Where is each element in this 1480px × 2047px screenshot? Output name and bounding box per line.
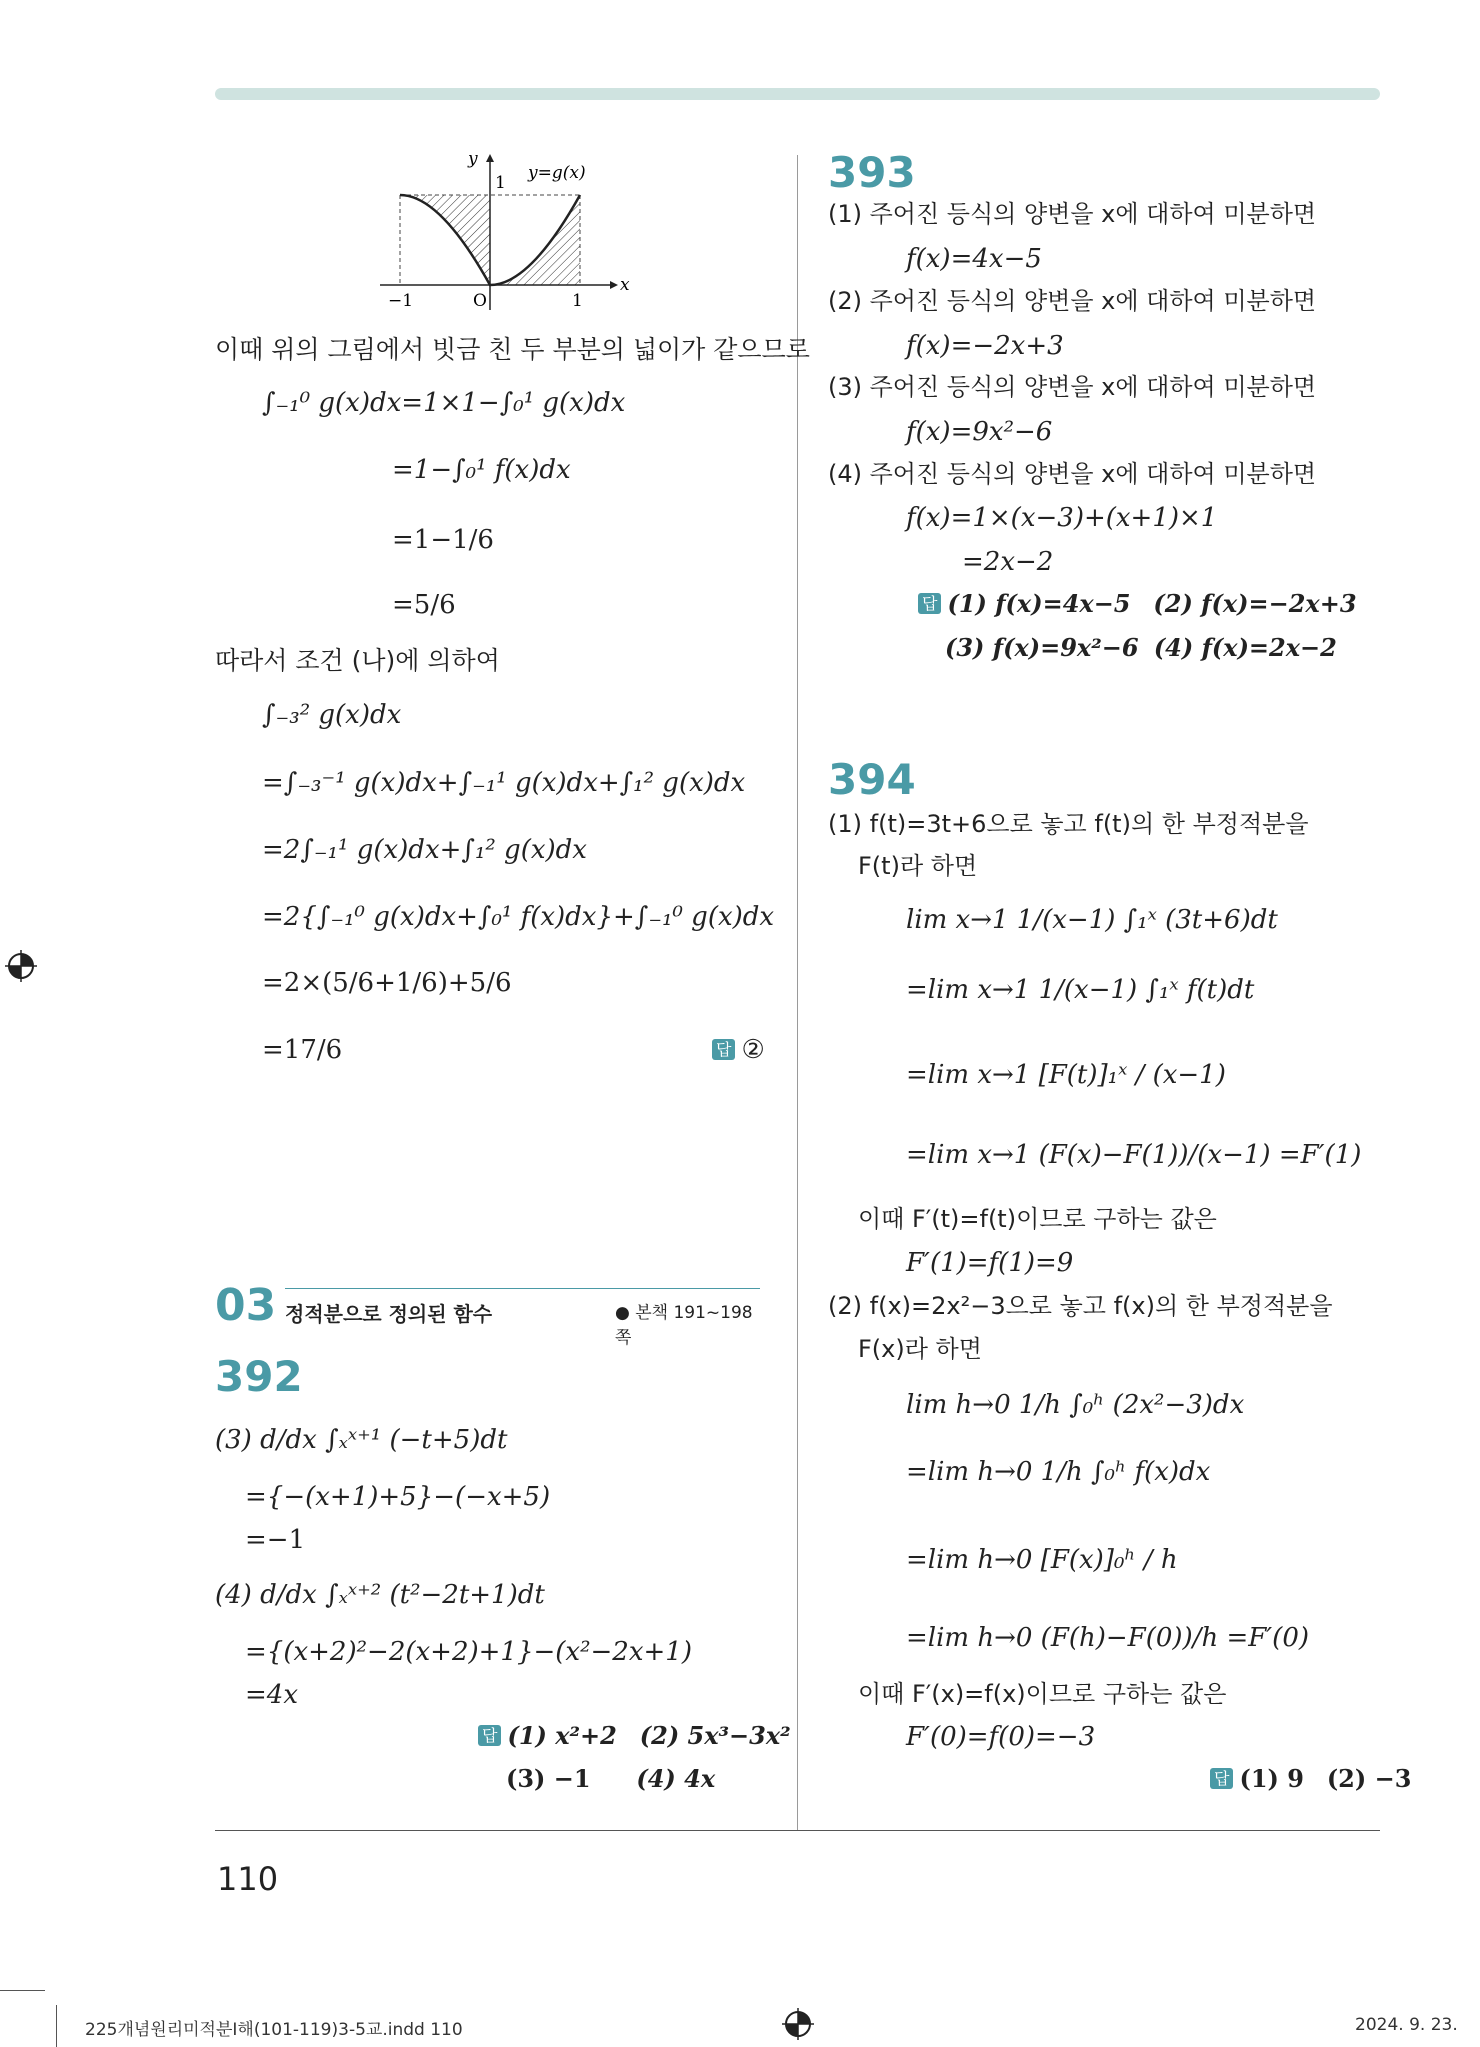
left-line-1: 이때 위의 그림에서 빗금 친 두 부분의 넓이가 같으므로: [215, 335, 810, 364]
problem-394-number: 394: [828, 755, 916, 804]
footer-file-info: 225개념원리미적분Ⅰ해(101-119)3-5교.indd 110: [85, 2020, 463, 2040]
curve-label: y=g(x): [528, 163, 586, 183]
p394-line-13: =lim h→0 [F(x)]₀ʰ / h: [906, 1545, 1178, 1575]
left-answer: 답 ②: [712, 1035, 765, 1066]
p393-line-1: (1) 주어진 등식의 양변을 x에 대하여 미분하면: [828, 200, 1317, 228]
p393-line-5: (3) 주어진 등식의 양변을 x에 대하여 미분하면: [828, 373, 1317, 401]
p392-line-1: (3) d/dx ∫ₓˣ⁺¹ (−t+5)dt: [215, 1425, 508, 1455]
section-heading: [215, 1280, 765, 1348]
left-line-7: ∫₋₃² g(x)dx: [262, 700, 402, 730]
graph-figure: [370, 150, 630, 310]
left-line-12: =17/6: [262, 1035, 343, 1065]
p394-line-11: lim h→0 1/h ∫₀ʰ (2x²−3)dx: [906, 1390, 1245, 1420]
left-line-3: =1−∫₀¹ f(x)dx: [392, 455, 571, 485]
p394-line-4: =lim x→1 1/(x−1) ∫₁ˣ f(t)dt: [906, 975, 1255, 1005]
crop-mark-h: [0, 1990, 45, 1991]
p394-line-16: F′(0)=f(0)=−3: [906, 1722, 1096, 1752]
left-line-10: =2{∫₋₁⁰ g(x)dx+∫₀¹ f(x)dx}+∫₋₁⁰ g(x)dx: [262, 902, 775, 932]
left-line-2: ∫₋₁⁰ g(x)dx=1×1−∫₀¹ g(x)dx: [262, 388, 626, 418]
problem-392-number: 392: [215, 1352, 303, 1401]
hatched-region-right: [490, 195, 580, 285]
p393-line-7: (4) 주어진 등식의 양변을 x에 대하여 미분하면: [828, 460, 1317, 488]
p393-line-2: f(x)=4x−5: [906, 244, 1042, 274]
registration-mark-bottom: [782, 2008, 814, 2040]
section-number: 03: [215, 1280, 277, 1331]
left-line-8: =∫₋₃⁻¹ g(x)dx+∫₋₁¹ g(x)dx+∫₁² g(x)dx: [262, 768, 746, 798]
p393-answer-row-2: (3) f(x)=9x²−6 (4) f(x)=2x−2: [945, 633, 1337, 662]
left-line-11: =2×(5/6+1/6)+5/6: [262, 968, 512, 998]
top-decorative-bar: [215, 88, 1380, 100]
crop-mark-v: [56, 2005, 57, 2047]
p392-line-3: =−1: [245, 1525, 306, 1555]
p394-line-15: 이때 F′(x)=f(x)이므로 구하는 값은: [858, 1680, 1227, 1708]
p392-answer-row-1: 답 (1) x²+2 (2) 5x³−3x²: [478, 1722, 791, 1751]
left-line-9: =2∫₋₁¹ g(x)dx+∫₁² g(x)dx: [262, 835, 587, 865]
p394-line-7: 이때 F′(t)=f(t)이므로 구하는 값은: [858, 1205, 1217, 1233]
left-line-4: =1−1/6: [392, 525, 494, 555]
p394-line-5: =lim x→1 [F(t)]₁ˣ / (x−1): [906, 1060, 1226, 1090]
p394-line-10: F(x)라 하면: [858, 1335, 982, 1363]
page-number: 110: [217, 1860, 279, 1898]
x-one-label: 1: [572, 291, 583, 310]
p392-answer-row-2: (3) −1 (4) 4x: [506, 1764, 716, 1793]
p394-line-14: =lim h→0 (F(h)−F(0))/h =F′(0): [906, 1623, 1310, 1653]
p394-line-12: =lim h→0 1/h ∫₀ʰ f(x)dx: [906, 1457, 1211, 1487]
x-neg-one-label: −1: [388, 291, 414, 310]
p393-line-4: f(x)=−2x+3: [906, 331, 1064, 361]
p394-line-6: =lim x→1 (F(x)−F(1))/(x−1) =F′(1): [906, 1140, 1362, 1170]
left-line-6: 따라서 조건 (나)에 의하여: [215, 646, 500, 675]
y-axis-label: y: [468, 150, 478, 169]
p394-line-8: F′(1)=f(1)=9: [906, 1248, 1074, 1278]
p393-line-8: f(x)=1×(x−3)+(x+1)×1: [906, 503, 1218, 533]
hatched-region-left: [400, 195, 490, 285]
p393-line-6: f(x)=9x²−6: [906, 417, 1053, 447]
x-axis-label: x: [620, 275, 630, 295]
p394-line-2: F(t)라 하면: [858, 852, 978, 880]
column-divider: [797, 155, 798, 1830]
registration-mark-left: [5, 950, 37, 982]
p393-answer-row-1: 답 (1) f(x)=4x−5 (2) f(x)=−2x+3: [918, 590, 1357, 619]
bottom-rule: [215, 1830, 1380, 1831]
answer-badge: 답: [712, 1039, 735, 1060]
p392-line-6: =4x: [245, 1680, 298, 1710]
p392-line-5: ={(x+2)²−2(x+2)+1}−(x²−2x+1): [245, 1637, 692, 1667]
section-reference: ● 본책 191~198쪽: [615, 1303, 753, 1348]
p394-line-9: (2) f(x)=2x²−3으로 놓고 f(x)의 한 부정적분을: [828, 1292, 1333, 1320]
problem-393-number: 393: [828, 148, 916, 197]
p394-line-3: lim x→1 1/(x−1) ∫₁ˣ (3t+6)dt: [906, 905, 1278, 935]
y-one-label: 1: [495, 173, 506, 193]
footer-date: 2024. 9. 23.: [1355, 2015, 1458, 2035]
left-line-5: =5/6: [392, 590, 456, 620]
p394-answer: 답 (1) 9 (2) −3: [1210, 1765, 1411, 1794]
p393-line-3: (2) 주어진 등식의 양변을 x에 대하여 미분하면: [828, 287, 1317, 315]
origin-label: O: [473, 291, 487, 310]
p392-line-4: (4) d/dx ∫ₓˣ⁺² (t²−2t+1)dt: [215, 1580, 545, 1610]
p393-line-9: =2x−2: [962, 547, 1054, 577]
p392-line-2: ={−(x+1)+5}−(−x+5): [245, 1482, 551, 1512]
p394-line-1: (1) f(t)=3t+6으로 놓고 f(t)의 한 부정적분을: [828, 810, 1309, 838]
section-title: 정적분으로 정의된 함수: [285, 1302, 493, 1326]
